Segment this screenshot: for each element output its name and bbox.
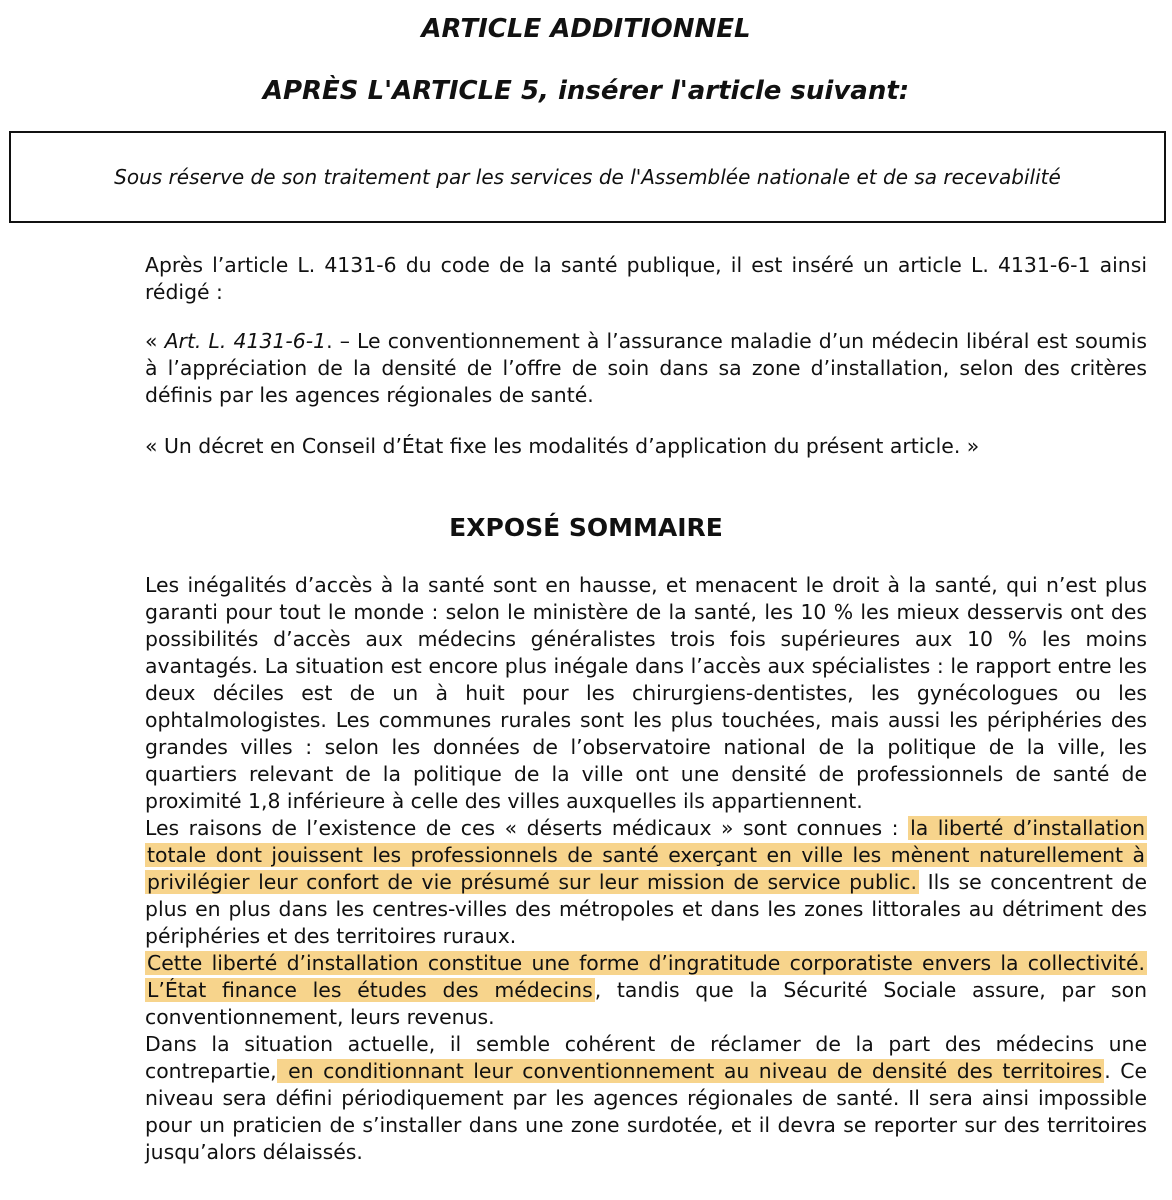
article-subtitle: APRÈS L'ARTICLE 5, insérer l'article suivant: — [262, 76, 910, 106]
p3-highlight: Cette liberté d’installation constitue une forme d’ingratitude corporatiste envers la collectivité. L’État finance les études des médecins — [147, 951, 1145, 1002]
article-intro-text: Après l’article L. 4131-6 du code de la santé publique, il est inséré un article L. 4131-6-1 ainsi rédigé : — [145, 253, 1147, 304]
p4-text-end: . Ce niveau sera défini périodiquement par les agences régionales de santé. Il sera ainsi impossible pour un praticien de s’installer dans une zone surdotée, et il devra se reporter sur des territoires jusqu’alors délaissés. — [145, 1059, 1147, 1164]
decret-text: « Un décret en Conseil d’État fixe les modalités d’application du présent article. » — [145, 434, 980, 458]
decret-paragraph — [145, 433, 1147, 460]
quote-open: « — [145, 329, 165, 353]
expose-paragraph-2 — [145, 815, 1147, 950]
expose-paragraph-4 — [145, 1031, 1147, 1166]
notice-text: Sous réserve de son traitement par les services de l'Assemblée nationale et de sa recevabilité — [114, 165, 1061, 189]
article-text: . – Le conventionnement à l’assurance maladie d’un médecin libéral est soumis à l’appréciation de la densité de l’offre de soin dans sa zone d’installation, selon des critères définis par les agences régionales de santé. — [145, 329, 1147, 407]
notice-box — [9, 131, 1166, 223]
p2-text-start: Les raisons de l’existence de ces « déserts médicaux » sont connues : — [145, 816, 909, 840]
article-intro-paragraph — [145, 252, 1147, 306]
p3-text-end: , tandis que la Sécurité Sociale assure, par son conventionnement, leurs revenus. — [145, 978, 1148, 1029]
expose-title: EXPOSÉ SOMMAIRE — [449, 513, 723, 542]
article-body — [145, 328, 1147, 409]
expose-paragraph-1: Les inégalités d’accès à la santé sont en hausse, et menacent le droit à la santé, qui n’est plus garanti pour tout le monde : selon le ministère de la santé, les 10 % les mieux desservis ont des possibilités d’accès aux médecins généralistes trois fois supérieures aux 10 % les moins avantagés. La situation est encore plus inégale dans l’accès aux spécialistes : le rapport entre les deux déciles est de un à huit pour les chirurgiens-dentistes, les gynécologues ou les ophtalmologistes. Les communes rurales sont les plus touchées, mais aussi les périphéries des grandes villes : selon les données de l’observatoire national de la politique de la ville, les quartiers relevant de la politique de la ville ont une densité de professionnels de santé de proximité 1,8 inférieure à celle des villes auxquelles ils appartiennent. — [145, 573, 1147, 813]
p2-text-end: Ils se concentrent de plus en plus dans les centres-villes des métropoles et dans les zones littorales au détriment des périphéries et des territoires ruraux. — [145, 870, 1147, 948]
expose-body — [145, 572, 1147, 1166]
article-reference: Art. L. 4131-6-1 — [164, 329, 327, 353]
p2-highlight: la liberté d’installation totale dont jouissent les professionnels de santé exerçant en ville les mènent naturellement à privilégier leur confort de vie présumé sur leur mission de service public. — [147, 816, 1145, 894]
article-body-paragraph — [145, 328, 1147, 409]
p4-highlight: en conditionnant leur conventionnement au niveau de densité des territoires — [278, 1059, 1103, 1083]
article-title: ARTICLE ADDITIONNEL — [421, 14, 751, 44]
expose-paragraph-3 — [145, 950, 1147, 1031]
p4-text-start: Dans la situation actuelle, il semble cohérent de réclamer de la part des médecins une contrepartie, — [145, 1032, 1147, 1083]
